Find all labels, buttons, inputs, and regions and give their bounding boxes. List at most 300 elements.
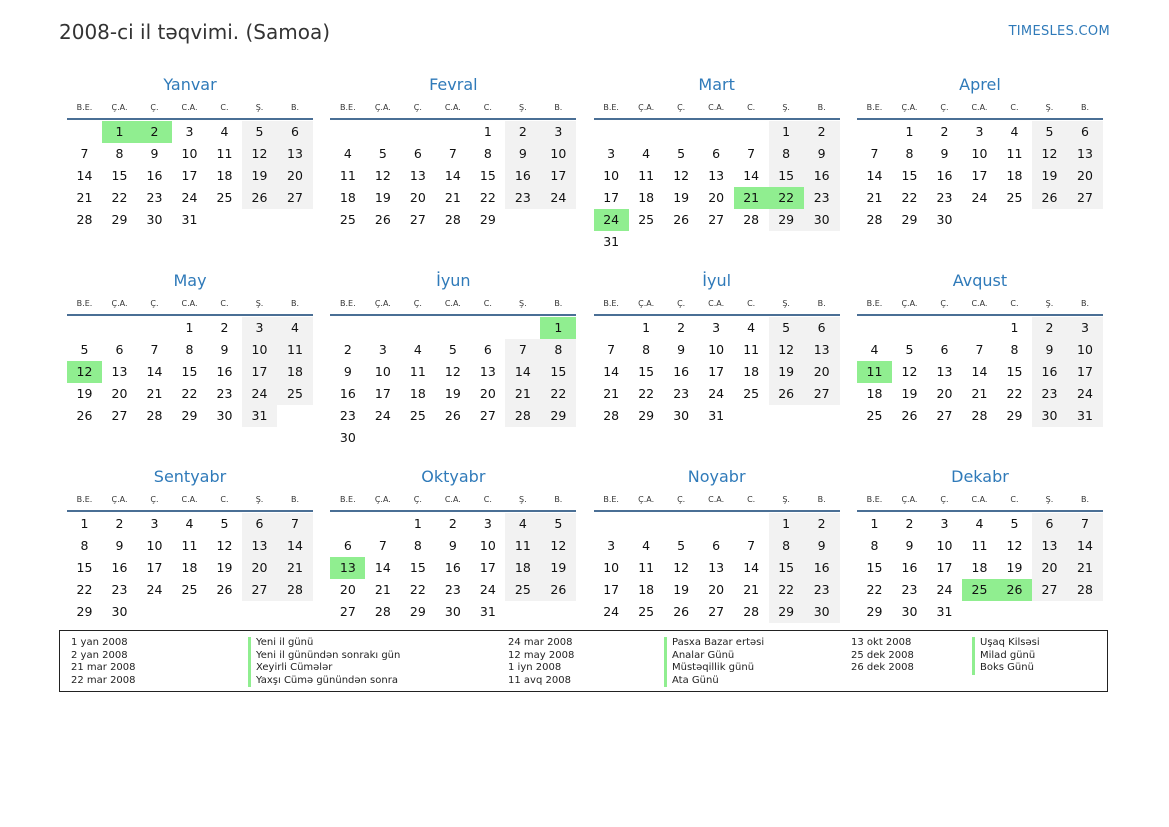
day-cell[interactable]: 26 (540, 579, 576, 601)
day-cell[interactable]: 24 (540, 187, 576, 209)
day-cell[interactable]: 21 (277, 557, 313, 579)
day-cell[interactable]: 25 (638, 212, 655, 227)
day-cell[interactable]: 25 (216, 190, 233, 205)
day-cell[interactable]: 8 (80, 538, 89, 553)
day-cell[interactable]: 15 (866, 560, 883, 575)
day-cell[interactable]: 10 (479, 538, 496, 553)
day-cell[interactable]: 30 (146, 212, 163, 227)
day-cell[interactable]: 15 (409, 560, 426, 575)
day-cell[interactable]: 7 (747, 538, 756, 553)
day-cell[interactable]: 26 (769, 383, 804, 405)
holiday-day-cell[interactable]: 1 (540, 317, 576, 339)
day-cell[interactable]: 6 (804, 317, 840, 339)
day-cell[interactable]: 30 (339, 430, 356, 445)
day-cell[interactable]: 8 (115, 146, 124, 161)
day-cell[interactable]: 26 (444, 408, 461, 423)
day-cell[interactable]: 28 (603, 408, 620, 423)
day-cell[interactable]: 2 (804, 513, 840, 535)
day-cell[interactable]: 26 (242, 187, 277, 209)
day-cell[interactable]: 6 (712, 146, 721, 161)
day-cell[interactable]: 22 (901, 190, 918, 205)
day-cell[interactable]: 5 (540, 513, 576, 535)
day-cell[interactable]: 19 (673, 582, 690, 597)
day-cell[interactable]: 11 (638, 168, 655, 183)
day-cell[interactable]: 7 (607, 342, 616, 357)
holiday-day-cell[interactable]: 2 (137, 121, 172, 143)
day-cell[interactable]: 4 (642, 146, 651, 161)
day-cell[interactable]: 30 (1032, 405, 1067, 427)
day-cell[interactable]: 11 (505, 535, 540, 557)
day-cell[interactable]: 29 (1006, 408, 1023, 423)
day-cell[interactable]: 21 (971, 386, 988, 401)
day-cell[interactable]: 15 (181, 364, 198, 379)
day-cell[interactable]: 9 (343, 364, 352, 379)
day-cell[interactable]: 24 (146, 582, 163, 597)
day-cell[interactable]: 2 (505, 121, 540, 143)
day-cell[interactable]: 13 (708, 168, 725, 183)
day-cell[interactable]: 8 (1010, 342, 1019, 357)
day-cell[interactable]: 30 (901, 604, 918, 619)
day-cell[interactable]: 7 (505, 339, 540, 361)
day-cell[interactable]: 25 (743, 386, 760, 401)
day-cell[interactable]: 6 (343, 538, 352, 553)
day-cell[interactable]: 20 (111, 386, 128, 401)
day-cell[interactable]: 11 (339, 168, 356, 183)
day-cell[interactable]: 7 (150, 342, 159, 357)
day-cell[interactable]: 11 (743, 342, 760, 357)
day-cell[interactable]: 30 (804, 209, 840, 231)
day-cell[interactable]: 27 (1067, 187, 1103, 209)
day-cell[interactable]: 18 (505, 557, 540, 579)
day-cell[interactable]: 31 (708, 408, 725, 423)
day-cell[interactable]: 5 (448, 342, 457, 357)
day-cell[interactable]: 31 (242, 405, 277, 427)
day-cell[interactable]: 15 (76, 560, 93, 575)
day-cell[interactable]: 10 (971, 146, 988, 161)
day-cell[interactable]: 12 (901, 364, 918, 379)
day-cell[interactable]: 14 (743, 168, 760, 183)
day-cell[interactable]: 6 (277, 121, 313, 143)
day-cell[interactable]: 23 (146, 190, 163, 205)
day-cell[interactable]: 19 (76, 386, 93, 401)
day-cell[interactable]: 20 (804, 361, 840, 383)
day-cell[interactable]: 5 (242, 121, 277, 143)
day-cell[interactable]: 27 (242, 579, 277, 601)
day-cell[interactable]: 14 (444, 168, 461, 183)
day-cell[interactable]: 5 (378, 146, 387, 161)
day-cell[interactable]: 10 (540, 143, 576, 165)
day-cell[interactable]: 21 (76, 190, 93, 205)
day-cell[interactable]: 13 (277, 143, 313, 165)
day-cell[interactable]: 4 (220, 124, 229, 139)
day-cell[interactable]: 18 (638, 190, 655, 205)
day-cell[interactable]: 17 (540, 165, 576, 187)
day-cell[interactable]: 29 (540, 405, 576, 427)
day-cell[interactable]: 2 (940, 124, 949, 139)
day-cell[interactable]: 7 (975, 342, 984, 357)
day-cell[interactable]: 20 (1032, 557, 1067, 579)
day-cell[interactable]: 24 (1067, 383, 1103, 405)
day-cell[interactable]: 19 (1032, 165, 1067, 187)
day-cell[interactable]: 13 (936, 364, 953, 379)
day-cell[interactable]: 30 (216, 408, 233, 423)
day-cell[interactable]: 7 (747, 146, 756, 161)
day-cell[interactable]: 30 (936, 212, 953, 227)
day-cell[interactable]: 15 (769, 557, 804, 579)
day-cell[interactable]: 17 (181, 168, 198, 183)
day-cell[interactable]: 25 (505, 579, 540, 601)
day-cell[interactable]: 20 (708, 582, 725, 597)
day-cell[interactable]: 1 (642, 320, 651, 335)
day-cell[interactable]: 22 (769, 579, 804, 601)
day-cell[interactable]: 31 (1067, 405, 1103, 427)
day-cell[interactable]: 3 (378, 342, 387, 357)
day-cell[interactable]: 4 (185, 516, 194, 531)
day-cell[interactable]: 25 (866, 408, 883, 423)
day-cell[interactable]: 15 (540, 361, 576, 383)
day-cell[interactable]: 8 (185, 342, 194, 357)
day-cell[interactable]: 7 (80, 146, 89, 161)
day-cell[interactable]: 4 (870, 342, 879, 357)
day-cell[interactable]: 1 (185, 320, 194, 335)
day-cell[interactable]: 18 (339, 190, 356, 205)
day-cell[interactable]: 13 (111, 364, 128, 379)
day-cell[interactable]: 6 (413, 146, 422, 161)
day-cell[interactable]: 28 (743, 604, 760, 619)
day-cell[interactable]: 18 (638, 582, 655, 597)
day-cell[interactable]: 21 (603, 386, 620, 401)
day-cell[interactable]: 11 (1006, 146, 1023, 161)
day-cell[interactable]: 23 (804, 579, 840, 601)
day-cell[interactable]: 1 (905, 124, 914, 139)
day-cell[interactable]: 21 (374, 582, 391, 597)
day-cell[interactable]: 2 (448, 516, 457, 531)
day-cell[interactable]: 29 (901, 212, 918, 227)
day-cell[interactable]: 3 (483, 516, 492, 531)
day-cell[interactable]: 23 (216, 386, 233, 401)
day-cell[interactable]: 16 (673, 364, 690, 379)
day-cell[interactable]: 8 (769, 143, 804, 165)
day-cell[interactable]: 22 (111, 190, 128, 205)
holiday-day-cell[interactable]: 11 (857, 361, 892, 383)
day-cell[interactable]: 25 (1006, 190, 1023, 205)
day-cell[interactable]: 5 (1032, 121, 1067, 143)
day-cell[interactable]: 21 (1067, 557, 1103, 579)
day-cell[interactable]: 4 (747, 320, 756, 335)
day-cell[interactable]: 23 (1032, 383, 1067, 405)
day-cell[interactable]: 13 (1067, 143, 1103, 165)
day-cell[interactable]: 10 (603, 560, 620, 575)
day-cell[interactable]: 28 (277, 579, 313, 601)
day-cell[interactable]: 4 (975, 516, 984, 531)
day-cell[interactable]: 12 (673, 168, 690, 183)
day-cell[interactable]: 29 (638, 408, 655, 423)
day-cell[interactable]: 13 (1032, 535, 1067, 557)
day-cell[interactable]: 27 (708, 212, 725, 227)
day-cell[interactable]: 19 (374, 190, 391, 205)
day-cell[interactable]: 23 (444, 582, 461, 597)
day-cell[interactable]: 29 (866, 604, 883, 619)
day-cell[interactable]: 16 (111, 560, 128, 575)
day-cell[interactable]: 13 (479, 364, 496, 379)
day-cell[interactable]: 17 (708, 364, 725, 379)
day-cell[interactable]: 5 (80, 342, 89, 357)
day-cell[interactable]: 30 (673, 408, 690, 423)
day-cell[interactable]: 9 (1032, 339, 1067, 361)
day-cell[interactable]: 28 (146, 408, 163, 423)
day-cell[interactable]: 23 (804, 187, 840, 209)
day-cell[interactable]: 31 (181, 212, 198, 227)
day-cell[interactable]: 13 (708, 560, 725, 575)
day-cell[interactable]: 27 (708, 604, 725, 619)
day-cell[interactable]: 23 (505, 187, 540, 209)
day-cell[interactable]: 16 (804, 165, 840, 187)
day-cell[interactable]: 11 (971, 538, 988, 553)
day-cell[interactable]: 22 (540, 383, 576, 405)
day-cell[interactable]: 29 (769, 209, 804, 231)
day-cell[interactable]: 6 (712, 538, 721, 553)
day-cell[interactable]: 5 (677, 146, 686, 161)
day-cell[interactable]: 27 (1032, 579, 1067, 601)
day-cell[interactable]: 17 (479, 560, 496, 575)
day-cell[interactable]: 13 (804, 339, 840, 361)
day-cell[interactable]: 2 (677, 320, 686, 335)
day-cell[interactable]: 17 (146, 560, 163, 575)
day-cell[interactable]: 1 (870, 516, 879, 531)
day-cell[interactable]: 14 (146, 364, 163, 379)
day-cell[interactable]: 18 (277, 361, 313, 383)
day-cell[interactable]: 18 (971, 560, 988, 575)
day-cell[interactable]: 6 (1067, 121, 1103, 143)
day-cell[interactable]: 29 (111, 212, 128, 227)
day-cell[interactable]: 11 (216, 146, 233, 161)
day-cell[interactable]: 31 (479, 604, 496, 619)
day-cell[interactable]: 29 (769, 601, 804, 623)
day-cell[interactable]: 20 (409, 190, 426, 205)
day-cell[interactable]: 5 (677, 538, 686, 553)
day-cell[interactable]: 19 (242, 165, 277, 187)
day-cell[interactable]: 3 (975, 124, 984, 139)
day-cell[interactable]: 16 (1032, 361, 1067, 383)
day-cell[interactable]: 15 (111, 168, 128, 183)
day-cell[interactable]: 21 (505, 383, 540, 405)
day-cell[interactable]: 26 (901, 408, 918, 423)
day-cell[interactable]: 28 (971, 408, 988, 423)
day-cell[interactable]: 10 (181, 146, 198, 161)
day-cell[interactable]: 12 (216, 538, 233, 553)
day-cell[interactable]: 26 (216, 582, 233, 597)
day-cell[interactable]: 5 (220, 516, 229, 531)
day-cell[interactable]: 16 (339, 386, 356, 401)
day-cell[interactable]: 6 (1032, 513, 1067, 535)
day-cell[interactable]: 1 (483, 124, 492, 139)
day-cell[interactable]: 6 (115, 342, 124, 357)
day-cell[interactable]: 12 (1006, 538, 1023, 553)
day-cell[interactable]: 7 (1067, 513, 1103, 535)
day-cell[interactable]: 6 (483, 342, 492, 357)
day-cell[interactable]: 9 (448, 538, 457, 553)
day-cell[interactable]: 26 (1032, 187, 1067, 209)
holiday-day-cell[interactable]: 26 (997, 579, 1032, 601)
day-cell[interactable]: 24 (242, 383, 277, 405)
day-cell[interactable]: 9 (804, 535, 840, 557)
day-cell[interactable]: 23 (339, 408, 356, 423)
day-cell[interactable]: 18 (1006, 168, 1023, 183)
day-cell[interactable]: 14 (971, 364, 988, 379)
day-cell[interactable]: 16 (936, 168, 953, 183)
day-cell[interactable]: 22 (1006, 386, 1023, 401)
day-cell[interactable]: 25 (638, 604, 655, 619)
day-cell[interactable]: 1 (769, 513, 804, 535)
day-cell[interactable]: 24 (936, 582, 953, 597)
day-cell[interactable]: 20 (339, 582, 356, 597)
day-cell[interactable]: 27 (277, 187, 313, 209)
day-cell[interactable]: 22 (181, 386, 198, 401)
day-cell[interactable]: 15 (638, 364, 655, 379)
holiday-day-cell[interactable]: 25 (962, 579, 997, 601)
day-cell[interactable]: 26 (374, 212, 391, 227)
day-cell[interactable]: 18 (866, 386, 883, 401)
holiday-day-cell[interactable]: 1 (102, 121, 137, 143)
day-cell[interactable]: 23 (673, 386, 690, 401)
day-cell[interactable]: 28 (1067, 579, 1103, 601)
day-cell[interactable]: 19 (901, 386, 918, 401)
day-cell[interactable]: 12 (673, 560, 690, 575)
day-cell[interactable]: 23 (936, 190, 953, 205)
day-cell[interactable]: 29 (409, 604, 426, 619)
day-cell[interactable]: 6 (940, 342, 949, 357)
day-cell[interactable]: 28 (374, 604, 391, 619)
day-cell[interactable]: 9 (505, 143, 540, 165)
day-cell[interactable]: 2 (343, 342, 352, 357)
day-cell[interactable]: 27 (111, 408, 128, 423)
day-cell[interactable]: 10 (374, 364, 391, 379)
day-cell[interactable]: 22 (866, 582, 883, 597)
day-cell[interactable]: 30 (111, 604, 128, 619)
day-cell[interactable]: 4 (505, 513, 540, 535)
day-cell[interactable]: 9 (940, 146, 949, 161)
day-cell[interactable]: 20 (1067, 165, 1103, 187)
day-cell[interactable]: 21 (743, 582, 760, 597)
day-cell[interactable]: 9 (220, 342, 229, 357)
day-cell[interactable]: 8 (769, 535, 804, 557)
day-cell[interactable]: 27 (409, 212, 426, 227)
day-cell[interactable]: 28 (866, 212, 883, 227)
day-cell[interactable]: 14 (866, 168, 883, 183)
day-cell[interactable]: 15 (769, 165, 804, 187)
day-cell[interactable]: 14 (374, 560, 391, 575)
day-cell[interactable]: 14 (76, 168, 93, 183)
day-cell[interactable]: 2 (1032, 317, 1067, 339)
day-cell[interactable]: 17 (971, 168, 988, 183)
day-cell[interactable]: 25 (181, 582, 198, 597)
day-cell[interactable]: 9 (150, 146, 159, 161)
day-cell[interactable]: 10 (936, 538, 953, 553)
day-cell[interactable]: 28 (76, 212, 93, 227)
day-cell[interactable]: 21 (146, 386, 163, 401)
day-cell[interactable]: 15 (479, 168, 496, 183)
day-cell[interactable]: 19 (769, 361, 804, 383)
day-cell[interactable]: 2 (804, 121, 840, 143)
day-cell[interactable]: 1 (1010, 320, 1019, 335)
day-cell[interactable]: 9 (115, 538, 124, 553)
day-cell[interactable]: 17 (374, 386, 391, 401)
day-cell[interactable]: 24 (603, 604, 620, 619)
day-cell[interactable]: 14 (1067, 535, 1103, 557)
day-cell[interactable]: 16 (216, 364, 233, 379)
day-cell[interactable]: 6 (242, 513, 277, 535)
day-cell[interactable]: 12 (540, 535, 576, 557)
day-cell[interactable]: 12 (374, 168, 391, 183)
day-cell[interactable]: 3 (242, 317, 277, 339)
day-cell[interactable]: 12 (242, 143, 277, 165)
holiday-day-cell[interactable]: 22 (769, 187, 804, 209)
day-cell[interactable]: 20 (277, 165, 313, 187)
day-cell[interactable]: 18 (409, 386, 426, 401)
day-cell[interactable]: 13 (242, 535, 277, 557)
day-cell[interactable]: 25 (409, 408, 426, 423)
day-cell[interactable]: 28 (505, 405, 540, 427)
day-cell[interactable]: 15 (1006, 364, 1023, 379)
day-cell[interactable]: 4 (343, 146, 352, 161)
day-cell[interactable]: 29 (181, 408, 198, 423)
day-cell[interactable]: 4 (642, 538, 651, 553)
day-cell[interactable]: 14 (505, 361, 540, 383)
day-cell[interactable]: 28 (444, 212, 461, 227)
day-cell[interactable]: 16 (146, 168, 163, 183)
day-cell[interactable]: 17 (242, 361, 277, 383)
site-link[interactable]: TIMESLES.COM (1008, 24, 1110, 39)
day-cell[interactable]: 23 (901, 582, 918, 597)
day-cell[interactable]: 28 (743, 212, 760, 227)
day-cell[interactable]: 13 (409, 168, 426, 183)
day-cell[interactable]: 11 (409, 364, 426, 379)
day-cell[interactable]: 22 (638, 386, 655, 401)
day-cell[interactable]: 10 (603, 168, 620, 183)
holiday-day-cell[interactable]: 12 (67, 361, 102, 383)
day-cell[interactable]: 18 (216, 168, 233, 183)
day-cell[interactable]: 17 (603, 582, 620, 597)
day-cell[interactable]: 9 (905, 538, 914, 553)
holiday-day-cell[interactable]: 24 (594, 209, 629, 231)
day-cell[interactable]: 14 (743, 560, 760, 575)
day-cell[interactable]: 29 (479, 212, 496, 227)
day-cell[interactable]: 12 (444, 364, 461, 379)
day-cell[interactable]: 19 (540, 557, 576, 579)
day-cell[interactable]: 3 (540, 121, 576, 143)
day-cell[interactable]: 1 (413, 516, 422, 531)
day-cell[interactable]: 10 (146, 538, 163, 553)
day-cell[interactable]: 16 (901, 560, 918, 575)
day-cell[interactable]: 27 (804, 383, 840, 405)
day-cell[interactable]: 8 (413, 538, 422, 553)
day-cell[interactable]: 19 (1006, 560, 1023, 575)
day-cell[interactable]: 16 (444, 560, 461, 575)
day-cell[interactable]: 11 (638, 560, 655, 575)
day-cell[interactable]: 19 (444, 386, 461, 401)
day-cell[interactable]: 24 (374, 408, 391, 423)
day-cell[interactable]: 4 (413, 342, 422, 357)
day-cell[interactable]: 21 (444, 190, 461, 205)
day-cell[interactable]: 1 (769, 121, 804, 143)
day-cell[interactable]: 5 (905, 342, 914, 357)
day-cell[interactable]: 24 (479, 582, 496, 597)
day-cell[interactable]: 27 (479, 408, 496, 423)
day-cell[interactable]: 8 (483, 146, 492, 161)
day-cell[interactable]: 9 (677, 342, 686, 357)
day-cell[interactable]: 20 (936, 386, 953, 401)
day-cell[interactable]: 19 (673, 190, 690, 205)
